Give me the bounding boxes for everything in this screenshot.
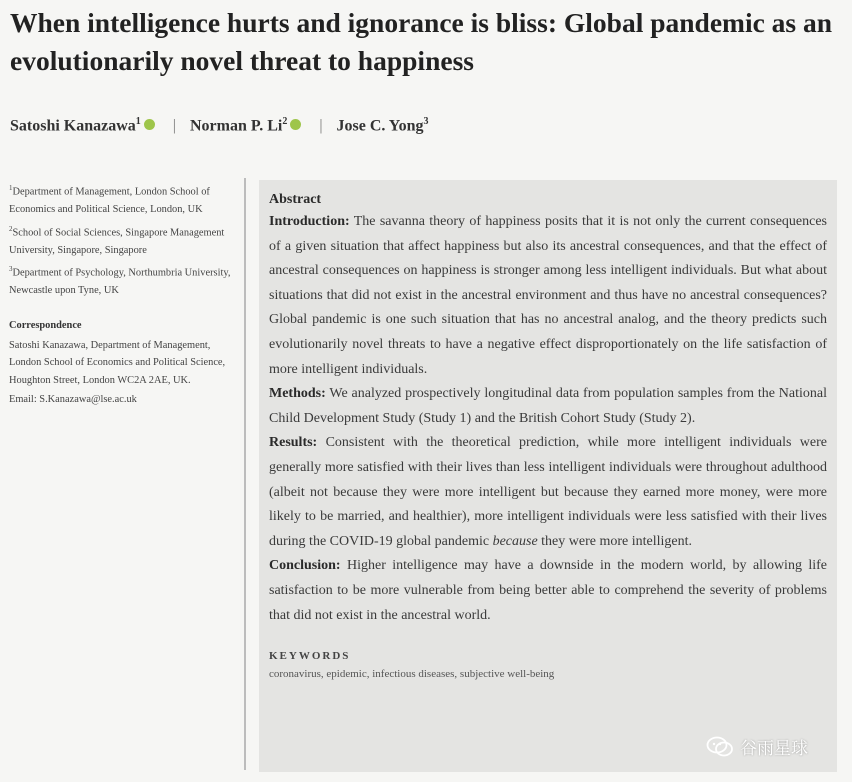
abstract-results (269, 431, 827, 554)
abstract-methods (269, 382, 827, 431)
section-label: Conclusion: (269, 558, 341, 574)
affiliation-marker: 1 (135, 116, 141, 127)
section-label: Results: (269, 435, 318, 451)
correspondence-email[interactable]: Email: S.Kanazawa@lse.ac.uk (9, 394, 137, 406)
author-name[interactable]: Satoshi Kanazawa (10, 117, 136, 135)
affiliation-text: Department of Psychology, Northumbria University, Newcastle upon Tyne, UK (9, 267, 231, 297)
affiliation-text: Department of Management, London School of Economics and Political Science, London, UK (9, 186, 210, 216)
keywords-list: coronavirus, epidemic, infectious diseases, subjective well-being (269, 668, 555, 681)
affiliation (9, 180, 231, 219)
affiliation-marker: 2 (282, 116, 288, 127)
watermark (706, 734, 808, 759)
affiliation (9, 261, 231, 300)
correspondence-text: Satoshi Kanazawa, Department of Management, London School of Economics and Political Science, Houghton Street, London WC2A 2AE, UK. (9, 339, 226, 386)
column-divider (244, 178, 246, 770)
affiliation-marker: 3 (423, 116, 429, 127)
section-label: Introduction: (269, 214, 350, 229)
orcid-icon[interactable] (144, 119, 155, 130)
wechat-icon (706, 736, 734, 758)
affiliation-number: 1 (9, 184, 13, 192)
affiliation-number: 2 (9, 224, 13, 233)
section-text: they were more intelligent. (541, 533, 692, 549)
section-label: Methods: (269, 386, 326, 402)
author-line (10, 116, 428, 135)
section-text: We analyzed prospectively longitudinal data from population samples from the National Child Development Study (Study 1) and the British Cohort Study (Study 2). (269, 386, 827, 426)
section-text: The savanna theory of happiness posits that it is not only the current consequences of a given situation that affect happiness but also its ancestral consequences, and that the effect of ancestral consequences on happiness is stronger among less intelligent individuals. But what about situations that did not exist in the ancestral environment and thus have no ancestral consequences? Global pandemic is one such situation that has no ancestral analog, and the theory predicts such evolutionarily novel threats to have a negative effect disproportionately on the life satisfaction of more intelligent individuals. (269, 214, 827, 377)
abstract-conclusion (269, 554, 827, 628)
orcid-icon[interactable] (290, 119, 301, 130)
author-separator: | (172, 117, 176, 135)
author-separator: | (319, 117, 323, 135)
watermark-text: 谷雨星球 (740, 739, 808, 759)
author-name[interactable]: Norman P. Li (190, 117, 283, 135)
affiliations-column (9, 180, 231, 411)
abstract-box (259, 180, 837, 772)
section-text: Higher intelligence may have a downside in the modern world, by allowing life satisfaction to be more vulnerable from being better able to comprehend the severity of problems that did not exist in the ancestral world. (269, 558, 828, 623)
affiliation (9, 221, 231, 260)
emphasis-text: because (492, 533, 538, 549)
abstract-heading: Abstract (269, 192, 322, 207)
correspondence-heading: Correspondence (9, 319, 82, 331)
abstract-introduction (269, 210, 827, 382)
affiliation-number: 3 (9, 265, 13, 274)
keywords-heading: KEYWORDS (269, 650, 351, 663)
author-name[interactable]: Jose C. Yong (336, 117, 424, 135)
section-text: Consistent with the theoretical prediction, while more intelligent individuals were generally more satisfied with their lives than less intelligent individuals were throughout adulthood (albeit not because they were more intelligent but because they earned more money, were more likely to be married, and healthier), more intelligent individuals were less satisfied with their lives during the COVID-19 global pandemic (269, 435, 827, 549)
article-title: When intelligence hurts and ignorance is bliss: Global pandemic as an evolutionarily novel threat to happiness (10, 7, 833, 76)
affiliation-text: School of Social Sciences, Singapore Management University, Singapore, Singapore (9, 227, 225, 256)
